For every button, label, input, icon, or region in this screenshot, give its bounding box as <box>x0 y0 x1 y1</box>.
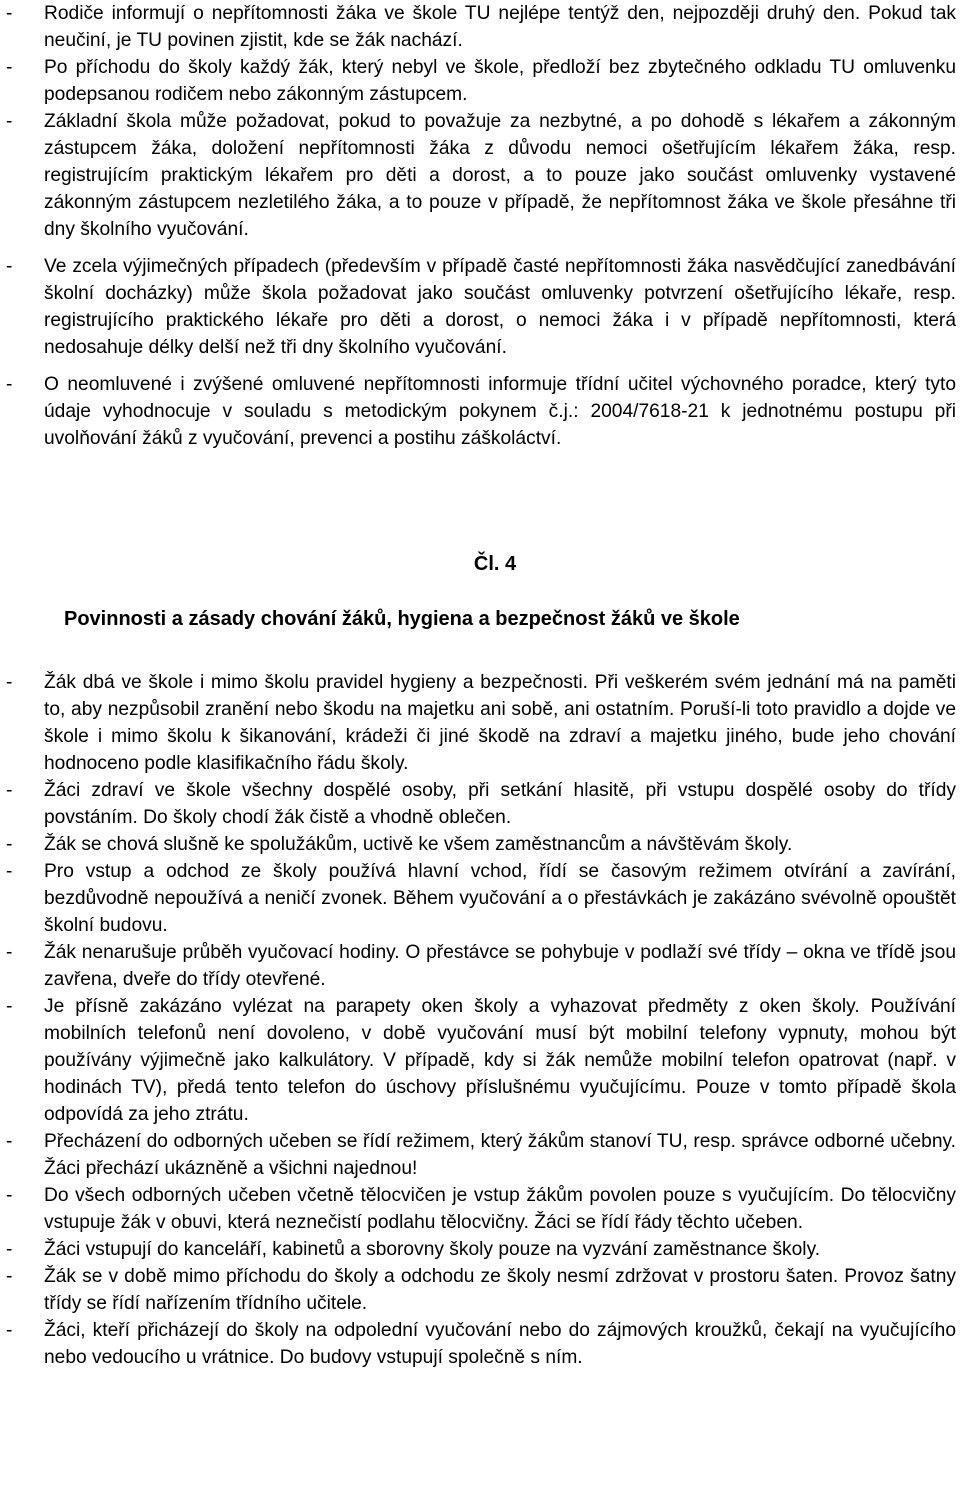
list-item <box>0 1236 958 1263</box>
list-dash: - <box>6 256 13 277</box>
list-dash: - <box>6 3 13 24</box>
list-item <box>0 0 958 54</box>
list-item <box>0 669 958 777</box>
list-item <box>0 1182 958 1236</box>
list-item-text: Žáci vstupují do kanceláří, kabinetů a sborovny školy pouze na vyzvání zaměstnance školy. <box>44 1239 821 1260</box>
list-dash: - <box>6 1266 13 1287</box>
list-dash: - <box>6 780 13 801</box>
list-item-text: Po příchodu do školy každý žák, který nebyl ve škole, předloží bez zbytečného odkladu TU omluvenku podepsanou rodičem nebo zákonným zástupcem. <box>44 57 956 105</box>
list-dash: - <box>6 1320 13 1341</box>
list-item-text: Základní škola může požadovat, pokud to považuje za nezbytné, a po dohodě s lékařem a zákonným zástupcem žáka, doložení nepřítomnosti žáka z důvodu nemoci ošetřujícím lékařem žáka, resp. registrujícím praktickým lékařem pro děti a dorost, a to pouze jako součást omluvenky vystavené zákonným zástupcem nezletilého žáka, a to pouze v případě, že nepřítomnost žáka ve škole přesáhne tři dny školního vyučování. <box>44 111 956 240</box>
list-item <box>0 939 958 993</box>
conduct-rules-list <box>0 669 958 1371</box>
list-item <box>0 1128 958 1182</box>
list-dash: - <box>6 111 13 132</box>
list-item <box>0 108 958 243</box>
list-item-text: Rodiče informují o nepřítomnosti žáka ve škole TU nejlépe tentýž den, nejpozději druhý den. Pokud tak neučiní, je TU povinen zjistit, kde se žák nachází. <box>44 3 956 51</box>
list-item-text: Žák se chová slušně ke spolužákům, uctivě ke všem zaměstnancům a návštěvám školy. <box>44 834 793 855</box>
list-item <box>0 1263 958 1317</box>
list-item <box>0 858 958 939</box>
list-dash: - <box>6 1131 13 1152</box>
list-item <box>0 54 958 108</box>
list-dash: - <box>6 942 13 963</box>
absence-rules-list <box>0 0 958 452</box>
list-item-text: Žáci zdraví ve škole všechny dospělé osoby, při setkání hlasitě, při vstupu dospělé osoby do třídy povstáním. Do školy chodí žák čistě a vhodně oblečen. <box>44 780 956 828</box>
list-item-text: Žák se v době mimo příchodu do školy a odchodu ze školy nesmí zdržovat v prostoru šaten. Provoz šatny třídy se řídí nařízením třídního učitele. <box>44 1266 956 1314</box>
list-item <box>0 253 958 361</box>
list-dash: - <box>6 57 13 78</box>
spacer <box>0 243 958 253</box>
list-item-text: Žáci, kteří přicházejí do školy na odpolední vyučování nebo do zájmových kroužků, čekají na vyučujícího nebo vedoucího u vrátnice. Do budovy vstupují společně s ním. <box>44 1320 956 1368</box>
list-item <box>0 1317 958 1371</box>
list-item-text: Přecházení do odborných učeben se řídí režimem, který žákům stanoví TU, resp. správce odborné učebny. Žáci přechází ukázněně a všichni najednou! <box>44 1131 956 1179</box>
article-title: Povinnosti a zásady chování žáků, hygiena a bezpečnost žáků ve škole <box>64 608 740 630</box>
list-dash: - <box>6 1185 13 1206</box>
list-dash: - <box>6 374 13 395</box>
list-item-text: Ve zcela výjimečných případech (především v případě časté nepřítomnosti žáka nasvědčující zanedbávání školní docházky) může škola požadovat jako součást omluvenky potvrzení ošetřujícího lékaře, resp. registrujícího praktického lékaře pro děti a dorost, o nemoci žáka i v případě nepřítomnosti, která nedosahuje délky delší než tři dny školního vyučování. <box>44 256 956 358</box>
list-item <box>0 831 958 858</box>
list-dash: - <box>6 672 13 693</box>
article-number: Čl. 4 <box>473 553 517 575</box>
list-item <box>0 371 958 452</box>
list-dash: - <box>6 861 13 882</box>
list-item <box>0 993 958 1128</box>
list-item-text: O neomluvené i zvýšené omluvené nepřítomnosti informuje třídní učitel výchovného poradce, který tyto údaje vyhodnocuje v souladu s metodickým pokynem č.j.: 2004/7618-21 k jednotnému postupu při uvolňování žáků z vyučování, prevenci a postihu záškoláctví. <box>44 374 956 449</box>
list-dash: - <box>6 834 13 855</box>
list-item-text: Je přísně zakázáno vylézat na parapety oken školy a vyhazovat předměty z oken školy. Používání mobilních telefonů není dovoleno, v době vyučování musí být mobilní telefony vypnuty, mohou být používány výjimečně jako kalkulátory. V případě, kdy si žák nemůže mobilní telefon opatrovat (např. v hodinách TV), předá tento telefon do úschovy příslušnému vyučujícímu. Pouze v tomto případě škola odpovídá za jeho ztrátu. <box>44 996 956 1125</box>
list-item-text: Žák dbá ve škole i mimo školu pravidel hygieny a bezpečnosti. Při veškerém svém jednání má na paměti to, aby nezpůsobil zranění nebo škodu na majetku ani sobě, ani ostatním. Poruší-li toto pravidlo a dojde ve škole i mimo školu k šikanování, krádeži či jiné škodě na zdraví a majetku jiného, bude jeho chování hodnoceno podle klasifikačního řádu školy. <box>44 672 956 774</box>
spacer <box>0 361 958 371</box>
list-item <box>0 777 958 831</box>
list-dash: - <box>6 1239 13 1260</box>
list-item-text: Do všech odborných učeben včetně tělocvičen je vstup žákům povolen pouze s vyučujícím. Do tělocvičny vstupuje žák v obuvi, která neznečistí podlahu tělocvičny. Žáci se řídí řády těchto učeben. <box>44 1185 956 1233</box>
list-item-text: Pro vstup a odchod ze školy používá hlavní vchod, řídí se časovým režimem otvírání a zavírání, bezdůvodně nepoužívá a neničí zvonek. Během vyučování a o přestávkách je zakázáno svévolně opouštět školní budovu. <box>44 861 956 936</box>
list-item-text: Žák nenarušuje průběh vyučovací hodiny. O přestávce se pohybuje v podlaží své třídy – okna ve třídě jsou zavřena, dveře do třídy otevřené. <box>44 942 956 990</box>
list-dash: - <box>6 996 13 1017</box>
